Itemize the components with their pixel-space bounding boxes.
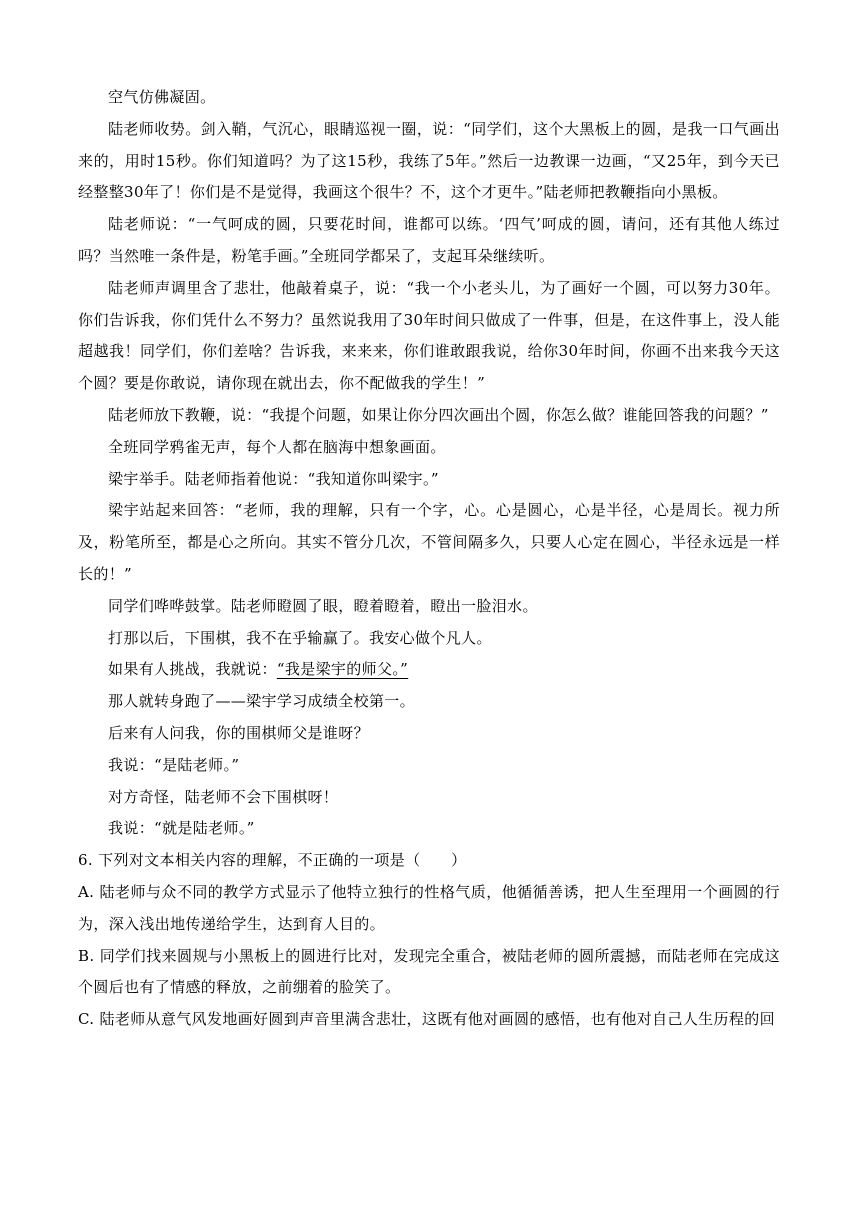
passage-paragraph: 同学们哗哗鼓掌。陆老师瞪圆了眼，瞪着瞪着，瞪出一脸泪水。 <box>108 596 538 615</box>
passage-paragraph: 梁宇站起来回答：“老师，我的理解，只有一个字，心。心是圆心，心是半径，心是周长。视力所及，粉笔所至，都是心之所向。其实不管分几次，不管间隔多久，只要人心定在圆心，半径永远是一样长的！” <box>78 501 780 583</box>
passage-paragraph: 那人就转身跑了——梁宇学习成绩全校第一。 <box>108 692 416 711</box>
question-option-a: A. 陆老师与众不同的教学方式显示了他特立独行的性格气质，他循循善诱，把人生至理用一个画圆的行为，深入浅出地传递给学生，达到育人目的。 <box>78 882 780 933</box>
passage-paragraph: 空气仿佛凝固。 <box>108 88 216 106</box>
passage-paragraph: 打那以后，下围棋，我不在乎输赢了。我安心做个凡人。 <box>108 628 492 647</box>
passage-paragraph: 陆老师说：“一气呵成的圆，只要花时间，谁都可以练。‘四气’呵成的圆，请问，还有其他人练过吗？当然唯一条件是，粉笔手画。”全班同学都呆了，支起耳朵继续听。 <box>78 215 780 265</box>
passage-paragraph: 陆老师放下教鞭，说：“我提个问题，如果让你分四次画出个圆，你怎么做？谁能回答我的问题？” <box>108 405 769 424</box>
passage-paragraph: 全班同学鸦雀无声，每个人都在脑海中想象画面。 <box>108 437 446 456</box>
question-option-b: B. 同学们找来圆规与小黑板上的圆进行比对，发现完全重合，被陆老师的圆所震撼，而陆老师在完成这个圆后也有了情感的释放，之前绷着的脸笑了。 <box>78 946 780 997</box>
passage-paragraph: 我说：“是陆老师。” <box>108 755 240 774</box>
passage-paragraph: 陆老师声调里含了悲壮，他敲着桌子，说：“我一个小老头儿，为了画好一个圆，可以努力30年。你们告诉我，你们凭什么不努力？虽然说我用了30年时间只做成了一件事，但是，在这件事上，没人能超越我！同学们，你们差啥？告诉我，来来来，你们谁敢跟我说，给你30年时间，你画不出来我今天这个圆？要是你敢说，请你现在就出去，你不配做我的学生！” <box>78 278 780 393</box>
passage-paragraph: 陆老师收势。剑入鞘，气沉心，眼睛巡视一圈，说：“同学们，这个大黑板上的圆，是我一口气画出来的，用时15秒。你们知道吗？为了这15秒，我练了5年。”然后一边教课一边画，“又25年，到今天已经整整30年了！你们是不是觉得，我画这个很牛？不，这个才更牛。”陆老师把教鞭指向小黑板。 <box>78 119 780 202</box>
passage-paragraph: 我说：“就是陆老师。” <box>108 819 255 838</box>
challenge-lead-text: 如果有人挑战，我就说： <box>108 660 277 679</box>
question-option-c: C. 陆老师从意气风发地画好圆到声音里满含悲壮，这既有他对画圆的感悟，也有他对自己人生历程的回 <box>78 1010 775 1029</box>
passage-paragraph: 后来有人问我，你的围棋师父是谁呀？ <box>108 723 369 742</box>
question-stem: 6. 下列对文本相关内容的理解，不正确的一项是（ ） <box>78 851 467 870</box>
underlined-quote: “我是梁宇的师父。” <box>276 660 409 679</box>
document-body <box>78 82 780 1036</box>
passage-paragraph: 梁宇举手。陆老师指着他说：“我知道你叫梁宇。” <box>108 469 439 488</box>
passage-paragraph: 对方奇怪，陆老师不会下围棋呀！ <box>108 787 339 806</box>
challenge-paragraph <box>78 654 780 686</box>
